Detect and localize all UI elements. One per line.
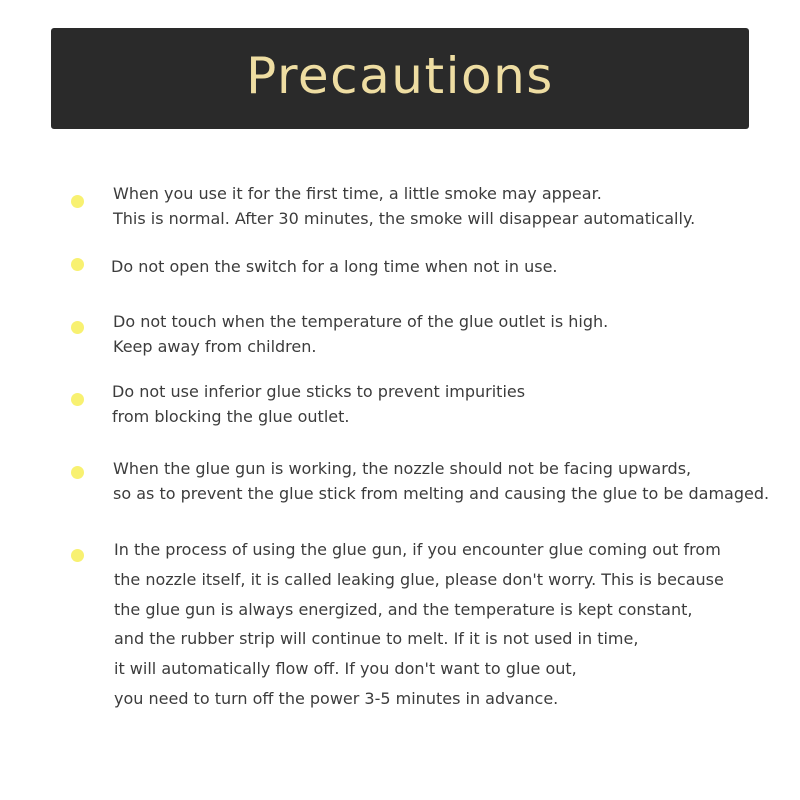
- text-line: the nozzle itself, it is called leaking glue, please don't worry. This is because: [114, 569, 724, 589]
- text-line: and the rubber strip will continue to melt. If it is not used in time,: [114, 629, 639, 649]
- text-line: from blocking the glue outlet.: [112, 406, 350, 426]
- bullet-dot-icon: [71, 321, 84, 334]
- text-line: Do not touch when the temperature of the glue outlet is high.: [113, 312, 609, 331]
- bullet-dot-icon: [71, 466, 84, 479]
- text-line: the glue gun is always energized, and the temperature is kept constant,: [114, 599, 693, 619]
- precaution-text: [113, 310, 608, 359]
- precaution-text: [114, 535, 724, 714]
- bullet-dot-icon: [71, 195, 84, 208]
- precaution-text: [113, 457, 769, 506]
- title-banner: [51, 28, 749, 129]
- text-line: it will automatically flow off. If you don't want to glue out,: [114, 659, 577, 679]
- page-title: Precautions: [246, 46, 554, 105]
- precaution-text: [112, 380, 525, 429]
- precaution-text: [111, 255, 558, 280]
- bullet-dot-icon: [71, 549, 84, 562]
- precaution-text: [113, 182, 695, 231]
- text-line: Do not use inferior glue sticks to prevent impurities: [112, 382, 526, 401]
- bullet-dot-icon: [71, 258, 84, 271]
- text-line: This is normal. After 30 minutes, the smoke will disappear automatically.: [113, 208, 696, 228]
- bullet-dot-icon: [71, 393, 84, 406]
- text-line: When the glue gun is working, the nozzle should not be facing upwards,: [113, 459, 692, 478]
- text-line: Do not open the switch for a long time when not in use.: [111, 257, 558, 276]
- text-line: When you use it for the first time, a little smoke may appear.: [113, 184, 602, 203]
- text-line: so as to prevent the glue stick from melting and causing the glue to be damaged.: [113, 483, 770, 503]
- text-line: Keep away from children.: [113, 336, 317, 356]
- text-line: you need to turn off the power 3-5 minutes in advance.: [114, 688, 559, 708]
- text-line: In the process of using the glue gun, if you encounter glue coming out from: [114, 540, 721, 559]
